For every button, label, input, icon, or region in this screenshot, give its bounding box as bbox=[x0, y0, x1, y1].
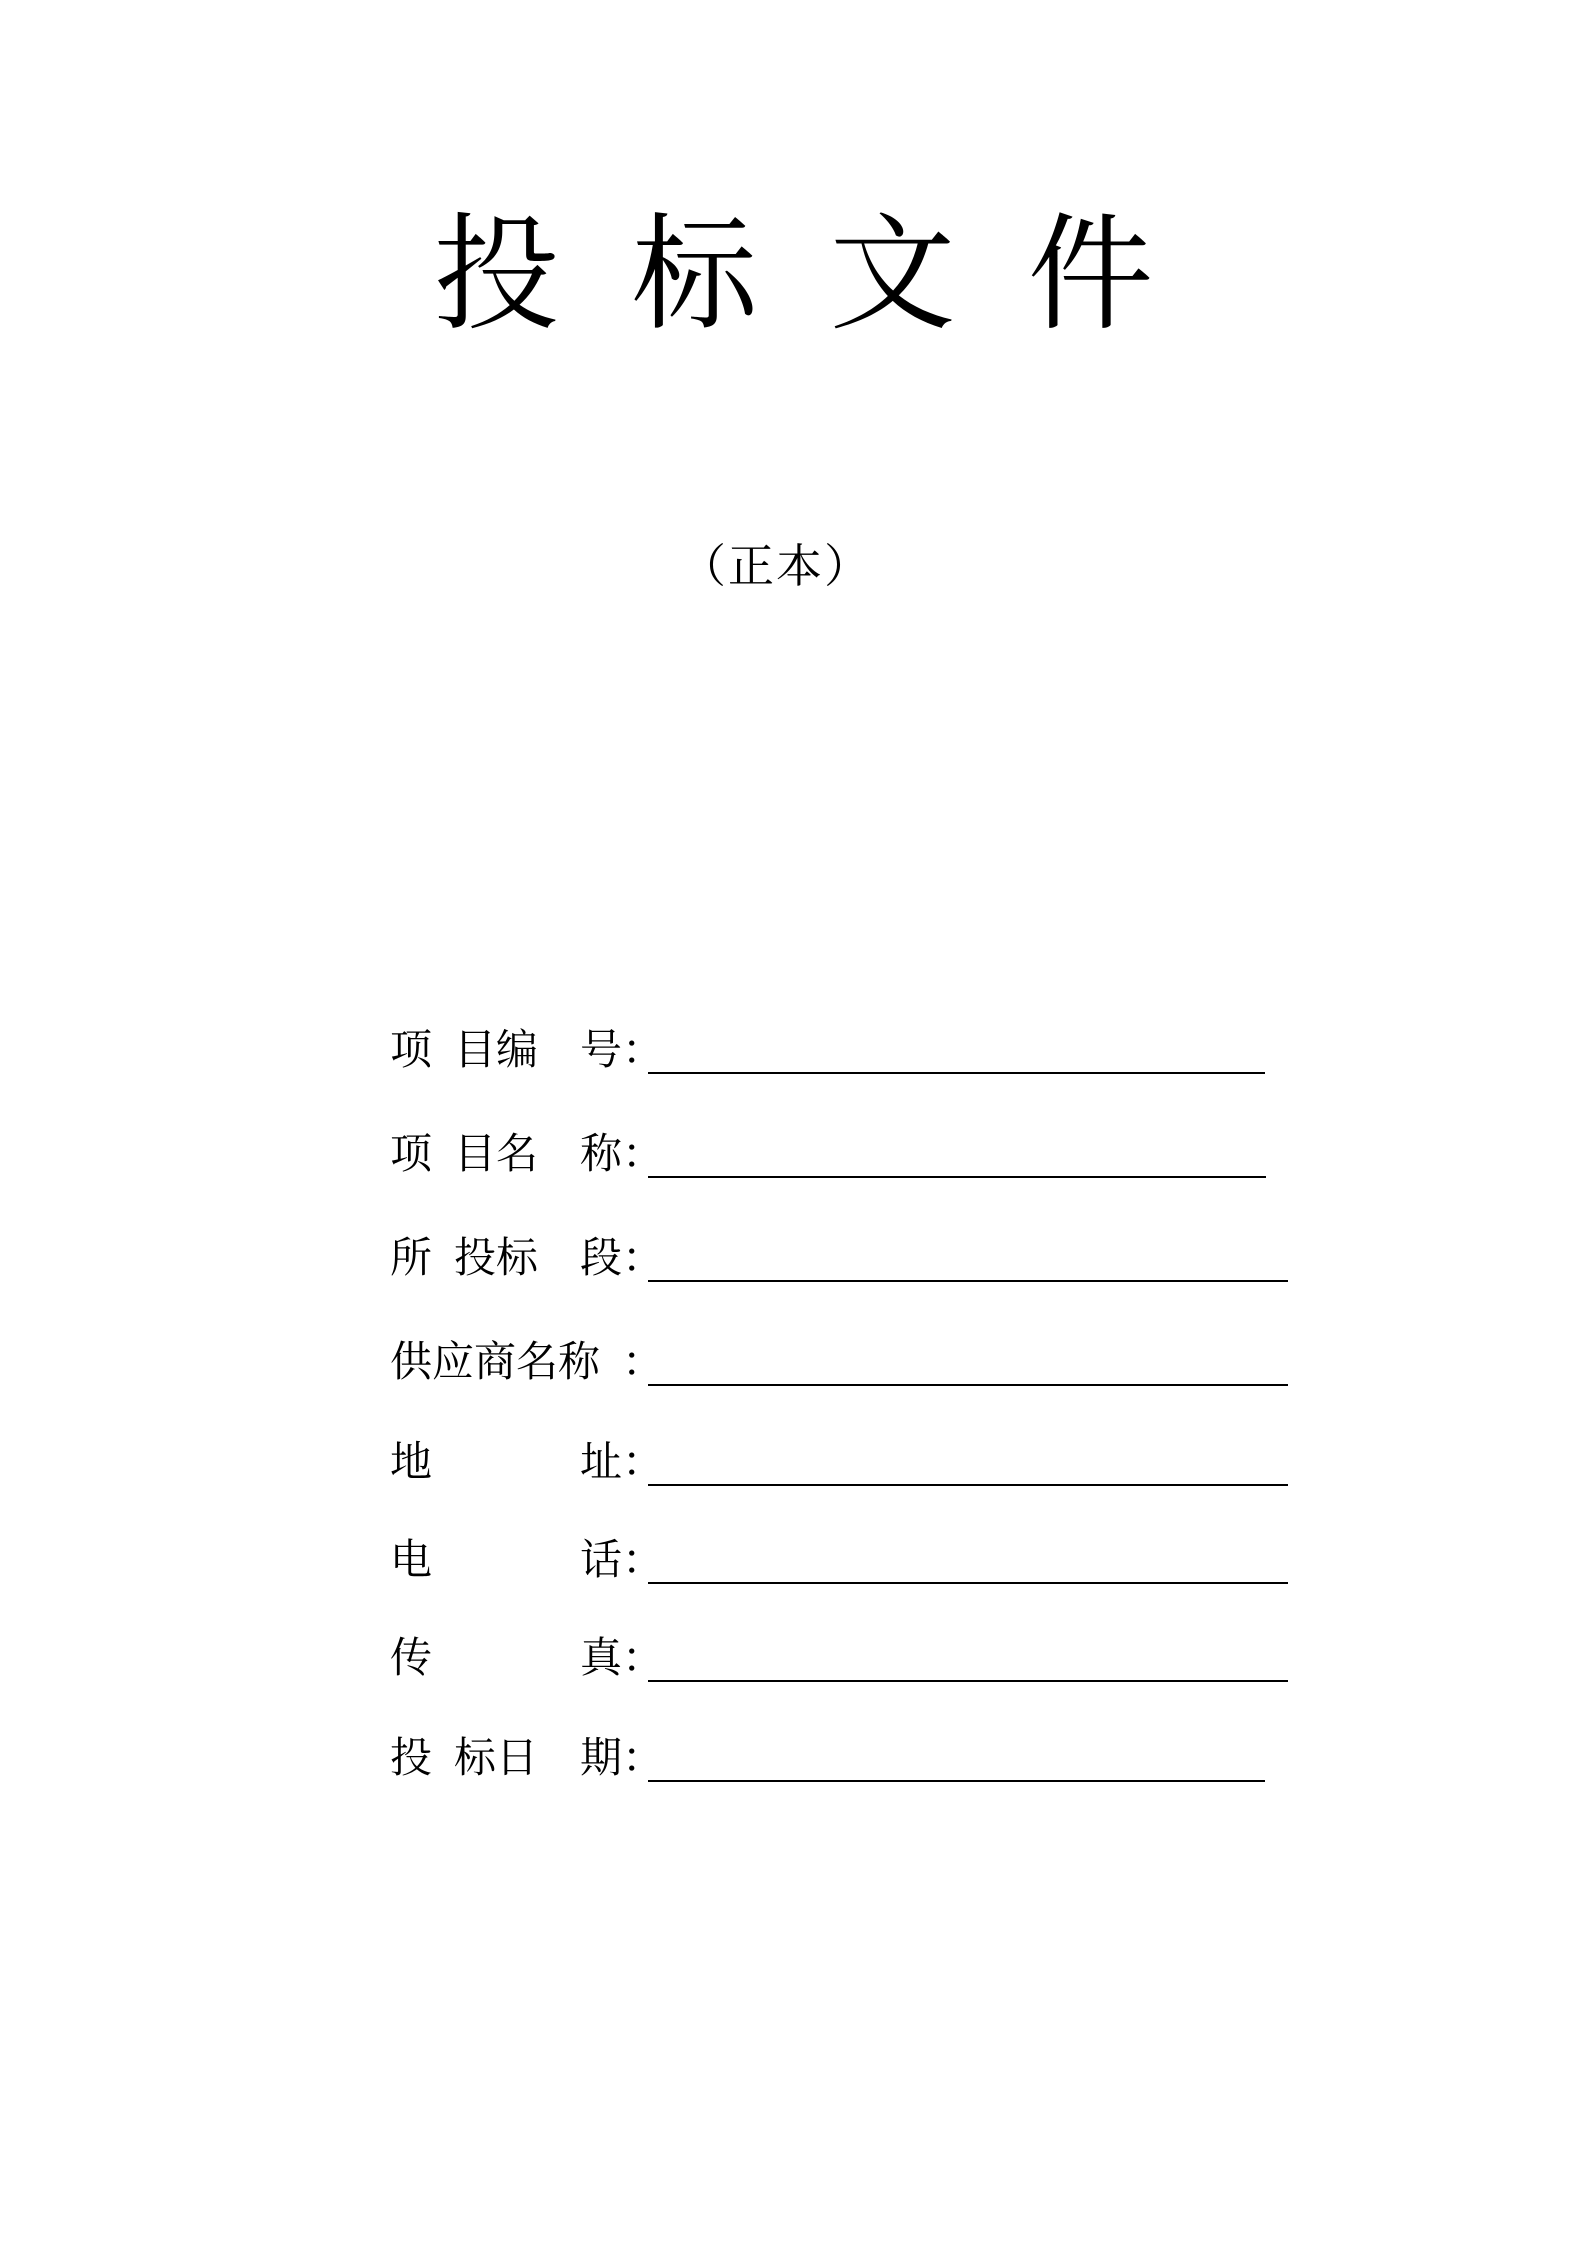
label-segment: 称 bbox=[579, 1129, 622, 1178]
label-segment: 段 bbox=[579, 1233, 622, 1282]
fill-in-line[interactable] bbox=[648, 1582, 1288, 1584]
field-project-name bbox=[390, 1124, 1290, 1184]
field-colon: ： bbox=[622, 1633, 665, 1682]
field-label bbox=[390, 1530, 622, 1590]
label-segment: 传 bbox=[390, 1633, 433, 1682]
field-label bbox=[390, 1020, 622, 1080]
field-colon: ： bbox=[622, 1733, 665, 1782]
label-segment: 电 bbox=[390, 1535, 433, 1584]
title-char: 投 bbox=[433, 201, 560, 348]
field-label bbox=[390, 1124, 622, 1184]
document-subtitle: （正本） bbox=[680, 539, 872, 593]
label-segment: 真 bbox=[579, 1633, 622, 1682]
fill-in-line[interactable] bbox=[648, 1484, 1288, 1486]
label-segment: 投 bbox=[390, 1733, 433, 1782]
label-segment: 地 bbox=[390, 1437, 433, 1486]
field-bid-section bbox=[390, 1228, 1290, 1288]
field-phone bbox=[390, 1530, 1290, 1590]
field-label bbox=[390, 1432, 622, 1492]
field-supplier-name bbox=[390, 1332, 1290, 1392]
fill-in-line[interactable] bbox=[648, 1072, 1265, 1074]
field-fax bbox=[390, 1628, 1290, 1688]
label-segment: 目名 bbox=[453, 1129, 538, 1178]
fill-in-line[interactable] bbox=[648, 1384, 1288, 1386]
label-segment: 投标 bbox=[453, 1233, 538, 1282]
label-segment: 址 bbox=[579, 1437, 622, 1486]
label-segment: 供应商名称 bbox=[390, 1337, 601, 1386]
label-segment: 项 bbox=[390, 1025, 433, 1074]
field-label bbox=[390, 1728, 622, 1788]
fill-in-line[interactable] bbox=[648, 1176, 1266, 1178]
field-bid-date bbox=[390, 1728, 1290, 1788]
field-colon: ： bbox=[622, 1535, 665, 1584]
title-char: 标 bbox=[631, 201, 758, 348]
label-segment: 号 bbox=[579, 1025, 622, 1074]
fill-in-line[interactable] bbox=[648, 1680, 1288, 1682]
field-colon: ： bbox=[622, 1025, 665, 1074]
document-title bbox=[0, 201, 1587, 348]
label-segment: 标日 bbox=[453, 1733, 538, 1782]
label-segment: 话 bbox=[579, 1535, 622, 1584]
label-segment: 项 bbox=[390, 1129, 433, 1178]
fill-in-line[interactable] bbox=[648, 1280, 1288, 1282]
title-char: 件 bbox=[1027, 201, 1154, 348]
field-colon: ： bbox=[622, 1337, 665, 1386]
field-label bbox=[390, 1628, 622, 1688]
field-address bbox=[390, 1432, 1290, 1492]
field-colon: ： bbox=[622, 1437, 665, 1486]
label-segment: 目编 bbox=[453, 1025, 538, 1074]
field-label bbox=[390, 1228, 622, 1288]
field-colon: ： bbox=[622, 1233, 665, 1282]
field-colon: ： bbox=[622, 1129, 665, 1178]
field-project-number bbox=[390, 1020, 1290, 1080]
label-segment: 期 bbox=[579, 1733, 622, 1782]
title-char: 文 bbox=[829, 201, 956, 348]
label-segment: 所 bbox=[390, 1233, 433, 1282]
fill-in-line[interactable] bbox=[648, 1780, 1265, 1782]
field-label bbox=[390, 1332, 622, 1392]
